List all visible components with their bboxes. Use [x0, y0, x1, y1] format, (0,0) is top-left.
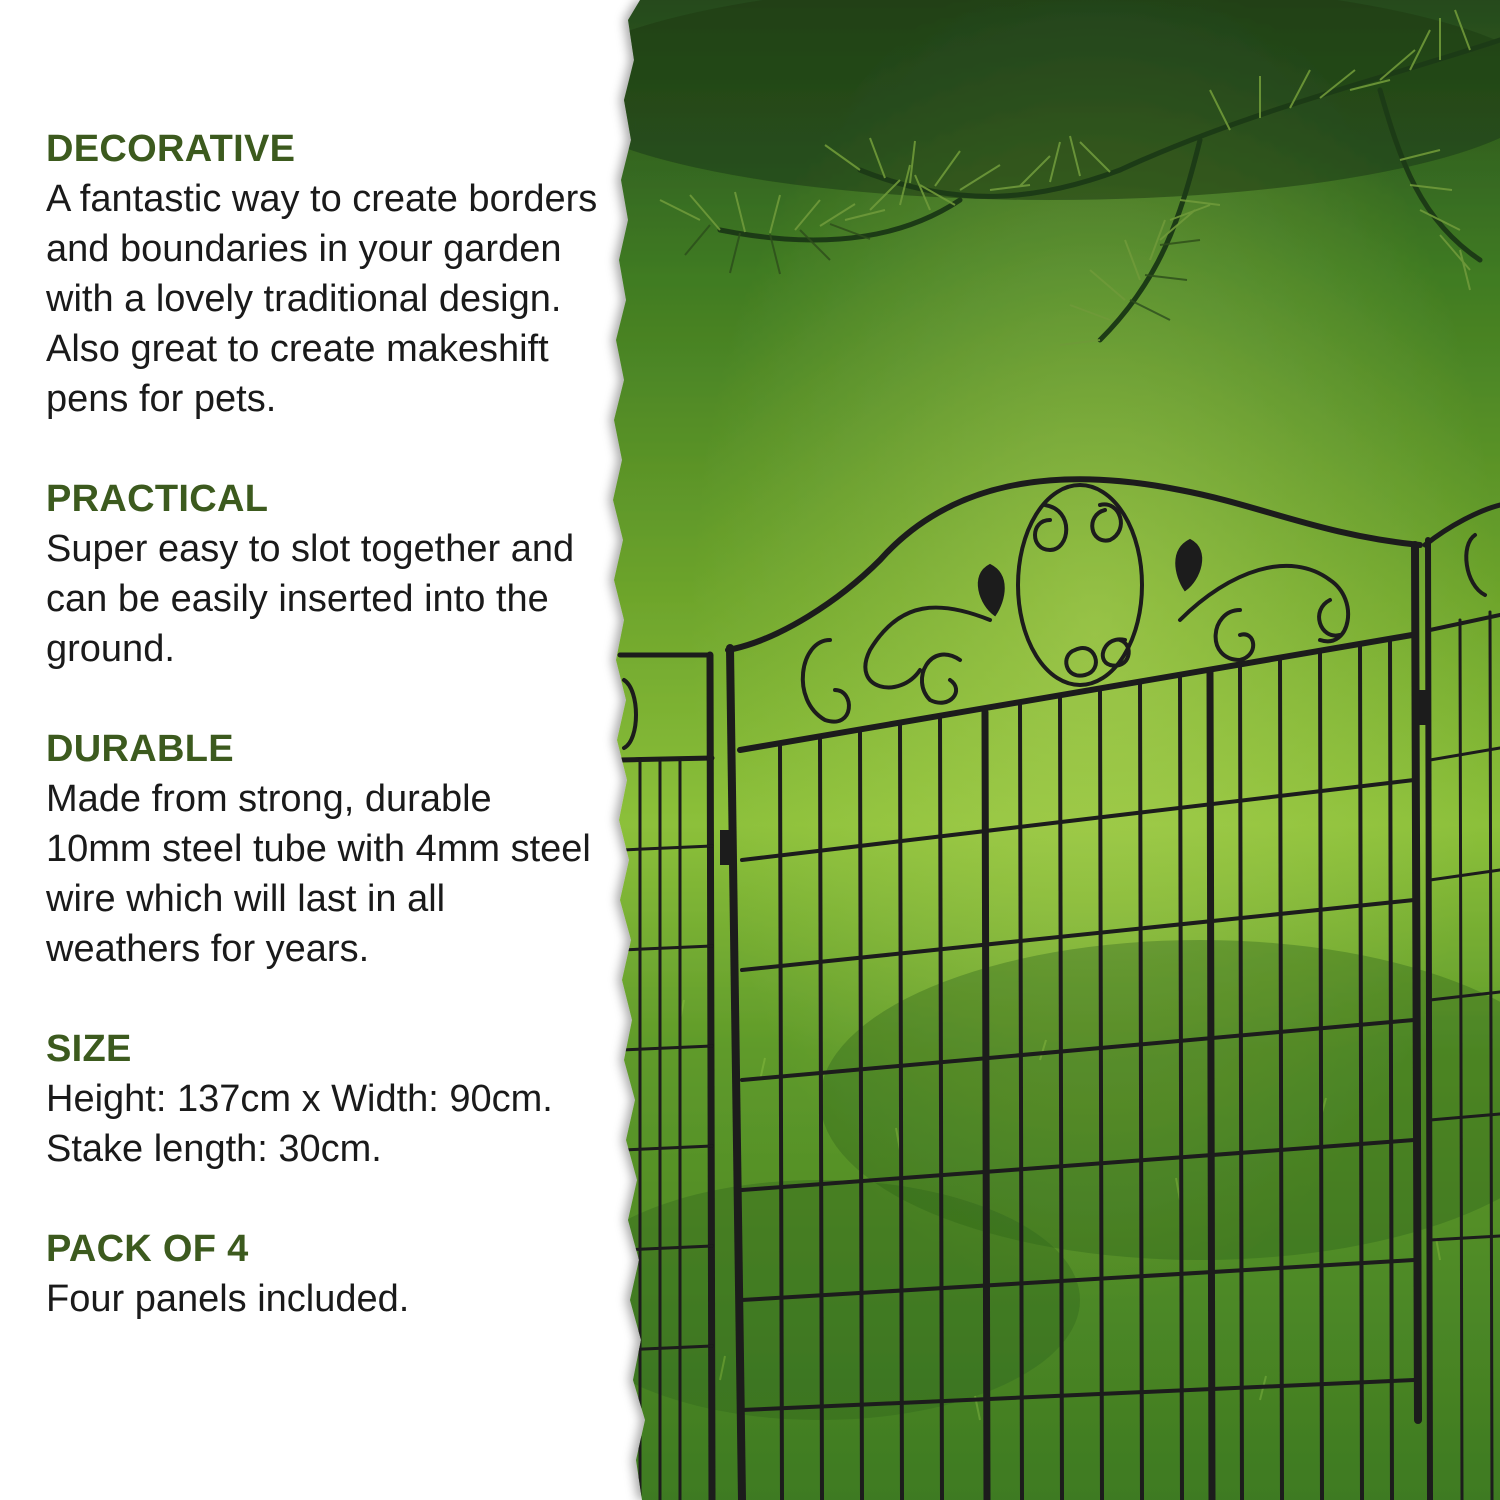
feature-body: Made from strong, durable 10mm steel tube with 4mm steel wire which will last in all weathers for years.: [46, 778, 591, 970]
feature-body: Height: 137cm x Width: 90cm. Stake length: 30cm.: [46, 1078, 553, 1170]
feature-pack: [46, 1224, 606, 1324]
feature-title: PRACTICAL: [46, 478, 269, 520]
feature-durable: [46, 724, 606, 974]
feature-body: Four panels included.: [46, 1278, 410, 1320]
features-list: [46, 124, 606, 1374]
feature-body: A fantastic way to create borders and boundaries in your garden with a lovely traditional design. Also great to create makeshift pens for pets.: [46, 178, 598, 420]
feature-size: [46, 1024, 606, 1174]
feature-title: DECORATIVE: [46, 128, 296, 170]
feature-title: SIZE: [46, 1028, 132, 1070]
feature-body: Super easy to slot together and can be easily inserted into the ground.: [46, 528, 575, 670]
feature-title: DURABLE: [46, 728, 234, 770]
feature-decorative: [46, 124, 606, 424]
feature-title: PACK OF 4: [46, 1228, 249, 1270]
feature-practical: [46, 474, 606, 674]
